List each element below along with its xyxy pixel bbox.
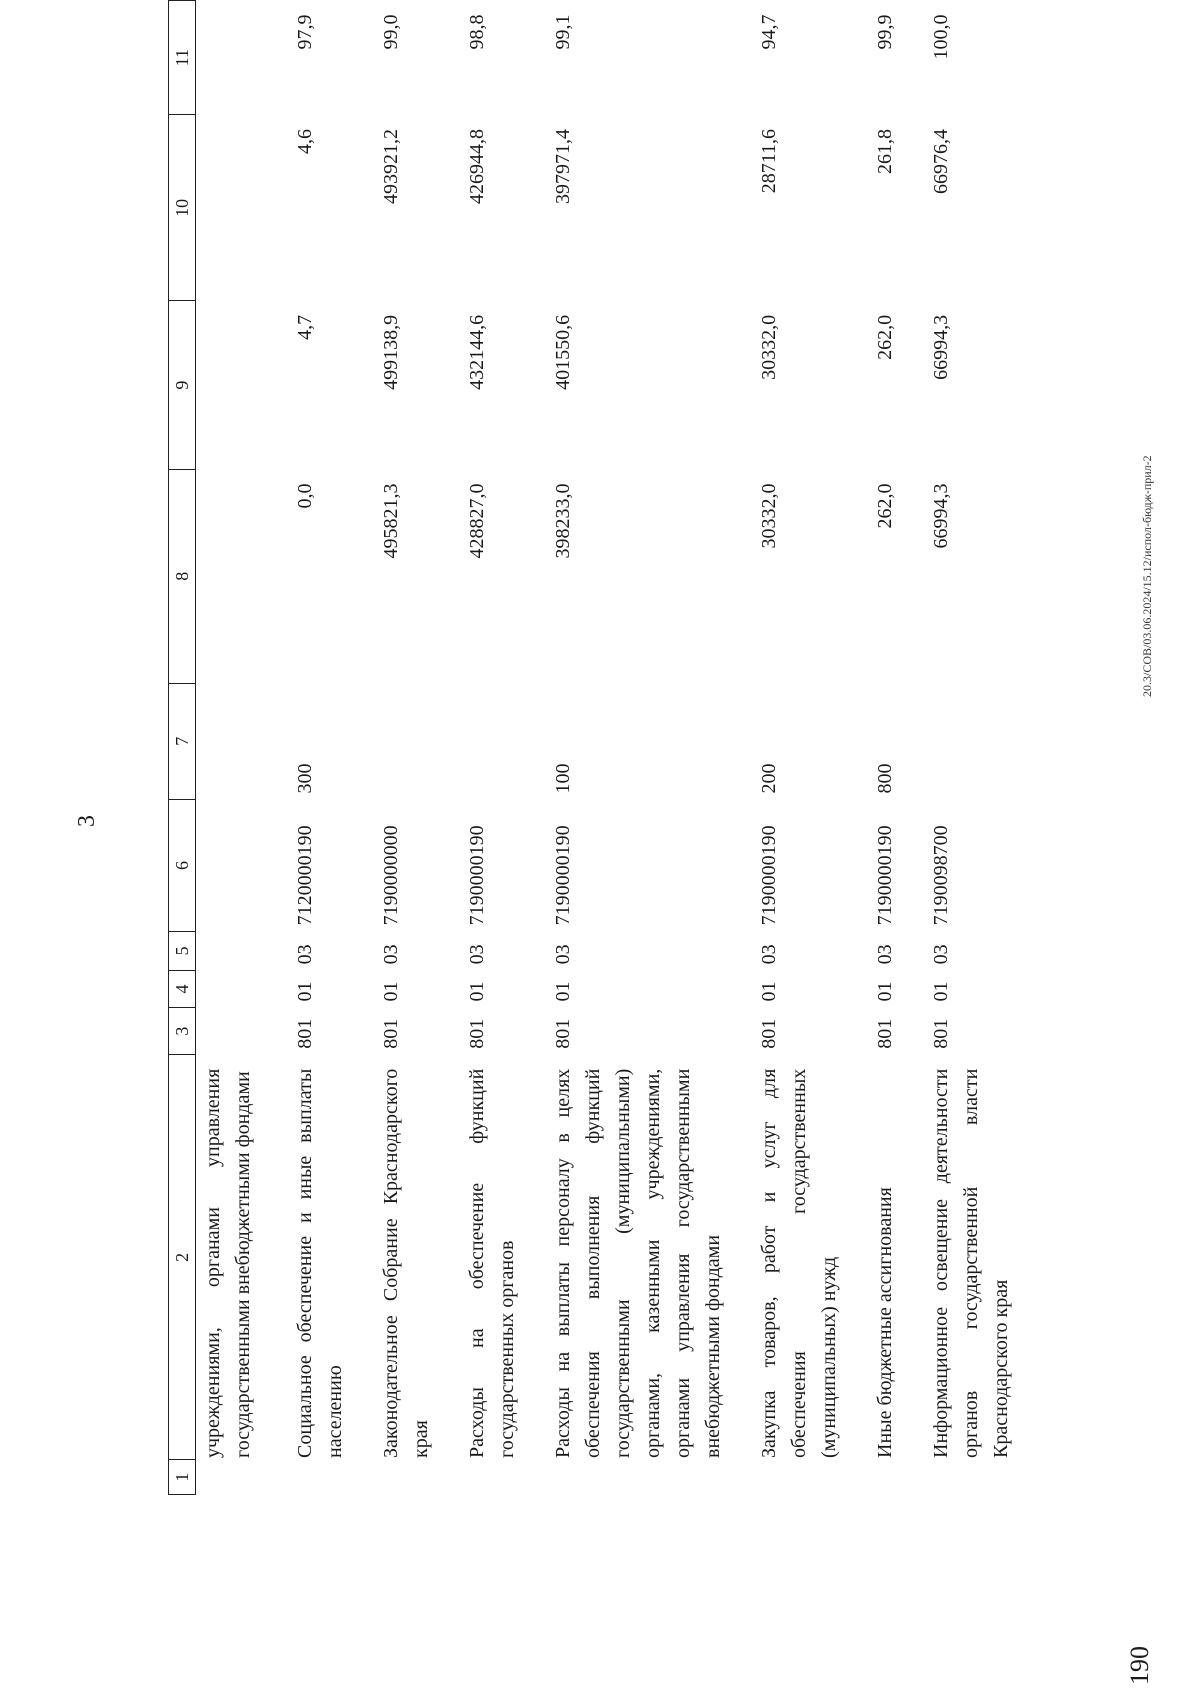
subsection-code: 03: [930, 944, 952, 965]
expense-type-code: [196, 683, 287, 799]
planned-amount: 0,0: [294, 483, 316, 509]
subsection-code: 03: [758, 944, 780, 965]
expense-type-code: [922, 683, 1038, 799]
executed-amount: 397971,4: [552, 128, 574, 204]
execution-percent: 99,9: [874, 14, 896, 50]
section-code: [196, 970, 287, 1007]
column-header: 1: [169, 1460, 196, 1495]
table-row: [866, 1, 922, 1495]
expense-name: Расходы на выплаты персоналу в целях обеспечения выполнения функций государственными (муниципальными) органами, казенными учреждениями, органами управления государственными внебюджетными фондами: [552, 1068, 724, 1458]
row-number: [866, 1460, 922, 1495]
executed-amount: 493921,2: [380, 128, 402, 204]
subsection-code: 03: [294, 944, 316, 965]
expense-type-code: 800: [874, 763, 896, 794]
planned-amount: 262,0: [874, 483, 896, 529]
executed-amount: 426944,8: [466, 128, 488, 204]
table-row: [196, 1, 287, 1495]
expense-type-code: 100: [552, 763, 574, 794]
section-code: 01: [552, 981, 574, 1002]
target-code: 7190000190: [552, 825, 574, 926]
expense-name: Закупка товаров, работ и услуг для обеспечения государственных (муниципальных) нужд: [758, 1068, 840, 1458]
page-number: 3: [74, 815, 100, 827]
expense-type-code: [458, 683, 544, 799]
subsection-code: 03: [380, 944, 402, 965]
execution-percent: 100,0: [930, 14, 952, 60]
table-row: [372, 1, 458, 1495]
row-number: [750, 1460, 866, 1495]
document-code: 20.3/СОВ/03.06.2024/15.12/испол-бюдж-прил-2: [1140, 455, 1154, 697]
subsection-code: 03: [552, 944, 574, 965]
column-header: 8: [169, 469, 196, 683]
target-code: 7190000190: [466, 825, 488, 926]
planned-amount: 66994,3: [930, 483, 952, 549]
ministry-code: 801: [930, 1018, 952, 1049]
expense-name: Законодательное Собрание Краснодарского края: [380, 1068, 432, 1458]
planned-amount: 428827,0: [466, 483, 488, 559]
table-row: [750, 1, 866, 1495]
column-header: 4: [169, 970, 196, 1007]
subsection-code: 03: [874, 944, 896, 965]
execution-percent: 99,1: [552, 14, 574, 50]
revised-amount: 262,0: [874, 314, 896, 360]
section-code: 01: [466, 981, 488, 1002]
revised-amount: 4,7: [294, 314, 316, 340]
target-code: 7190098700: [930, 825, 952, 926]
revised-amount: 401550,6: [552, 314, 574, 390]
planned-amount: 398233,0: [552, 483, 574, 559]
ministry-code: 801: [758, 1018, 780, 1049]
target-code: [196, 800, 287, 932]
row-number: [286, 1460, 372, 1495]
revised-amount: 432144,6: [466, 314, 488, 390]
planned-amount: 30332,0: [758, 483, 780, 549]
table-row: [544, 1, 750, 1495]
ministry-code: 801: [294, 1018, 316, 1049]
expense-name: Иные бюджетные ассигнования: [874, 1187, 896, 1458]
expense-type-code: [372, 683, 458, 799]
section-code: 01: [294, 981, 316, 1002]
ministry-code: 801: [466, 1018, 488, 1049]
executed-amount: [196, 115, 287, 301]
execution-percent: 97,9: [294, 14, 316, 50]
section-code: 01: [874, 981, 896, 1002]
column-header: 9: [169, 301, 196, 470]
execution-percent: 98,8: [466, 14, 488, 50]
section-code: 01: [380, 981, 402, 1002]
expense-name: Социальное обеспечение и иные выплаты населению: [294, 1068, 346, 1458]
row-number: [544, 1460, 750, 1495]
column-header: 2: [169, 1055, 196, 1460]
ministry-code: [196, 1008, 287, 1055]
target-code: 7190000190: [874, 825, 896, 926]
section-code: 01: [758, 981, 780, 1002]
section-code: 01: [930, 981, 952, 1002]
row-number: [196, 1460, 287, 1495]
execution-percent: 94,7: [758, 14, 780, 50]
table-header-row: [169, 1, 196, 1495]
execution-percent: 99,0: [380, 14, 402, 50]
row-number: [922, 1460, 1038, 1495]
sheet-number: 190: [1125, 1646, 1154, 1685]
column-header: 3: [169, 1008, 196, 1055]
expense-name: учреждениями, органами управления государственными внебюджетными фондами: [202, 1068, 254, 1458]
ministry-code: 801: [380, 1018, 402, 1049]
column-header: 10: [169, 115, 196, 301]
row-number: [372, 1460, 458, 1495]
expense-type-code: 300: [294, 763, 316, 794]
execution-percent: [196, 1, 287, 115]
planned-amount: [196, 469, 287, 683]
table-row: [922, 1, 1038, 1495]
ministry-code: 801: [874, 1018, 896, 1049]
budget-table: [168, 0, 1038, 1495]
revised-amount: [196, 301, 287, 470]
executed-amount: 28711,6: [758, 128, 780, 194]
column-header: 7: [169, 683, 196, 799]
revised-amount: 66994,3: [930, 314, 952, 380]
subsection-code: [196, 931, 287, 970]
revised-amount: 499138,9: [380, 314, 402, 390]
planned-amount: 495821,3: [380, 483, 402, 559]
expense-name: Расходы на обеспечение функций государственных органов: [466, 1068, 518, 1458]
row-number: [458, 1460, 544, 1495]
executed-amount: 261,8: [874, 128, 896, 174]
expense-type-code: 200: [758, 763, 780, 794]
column-header: 11: [169, 1, 196, 115]
column-header: 6: [169, 800, 196, 932]
subsection-code: 03: [466, 944, 488, 965]
table-row: [286, 1, 372, 1495]
target-code: 7190000190: [758, 825, 780, 926]
ministry-code: 801: [552, 1018, 574, 1049]
executed-amount: 66976,4: [930, 128, 952, 194]
target-code: 7120000190: [294, 825, 316, 926]
executed-amount: 4,6: [294, 128, 316, 154]
revised-amount: 30332,0: [758, 314, 780, 380]
column-header: 5: [169, 931, 196, 970]
expense-name: Информационное освещение деятельности органов государственной власти Краснодарского края: [930, 1068, 1012, 1458]
table-row: [458, 1, 544, 1495]
target-code: 7190000000: [380, 825, 402, 926]
